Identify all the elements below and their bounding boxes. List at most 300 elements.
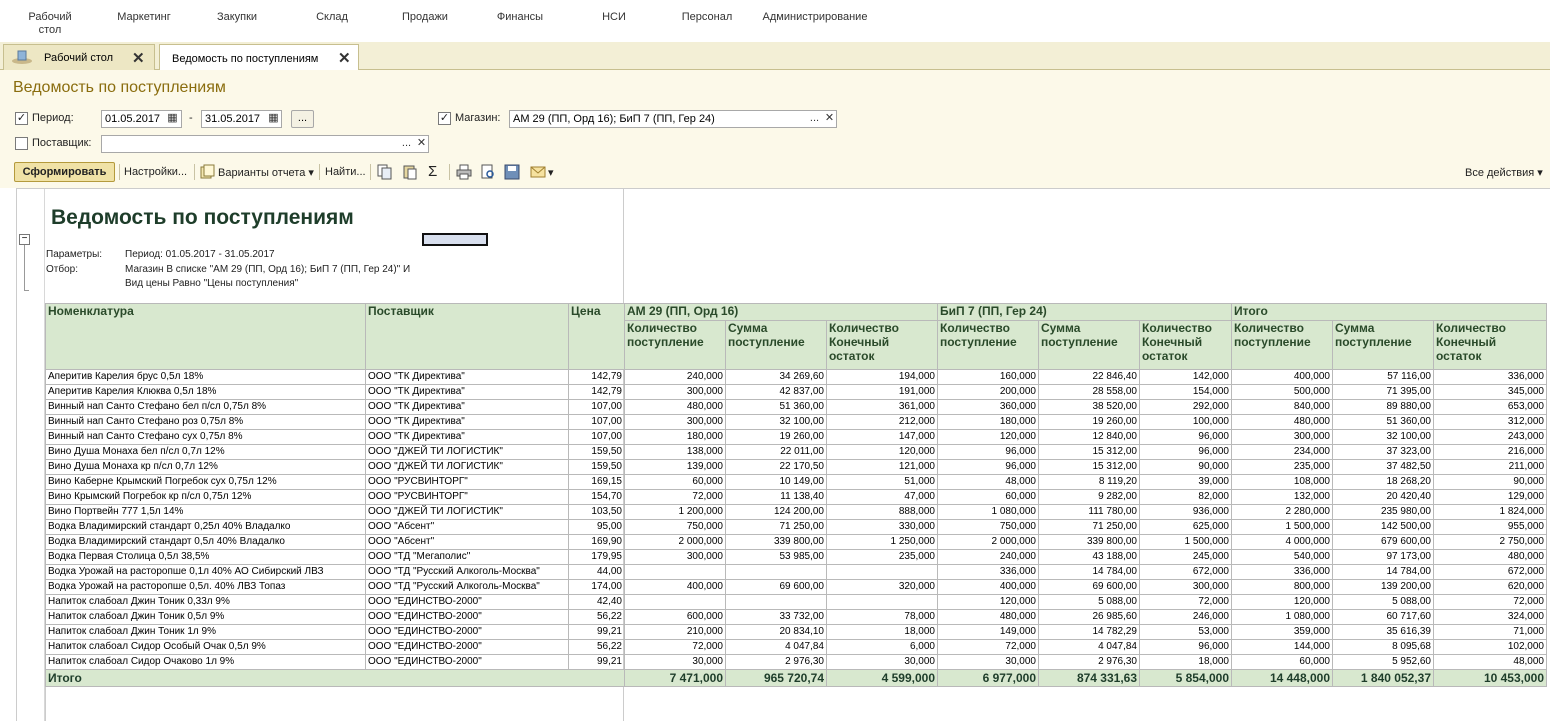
bip7-qty-cell[interactable]: 120,000	[938, 595, 1039, 610]
am29-sum-cell[interactable]	[726, 565, 827, 580]
total-qty-cell[interactable]: 1 080,000	[1232, 610, 1333, 625]
total-qty-cell[interactable]: 4 000,000	[1232, 535, 1333, 550]
total-qty-cell[interactable]: 300,000	[1232, 430, 1333, 445]
total-sum-cell[interactable]: 142 500,00	[1333, 520, 1434, 535]
am29-rest-cell[interactable]: 6,000	[827, 640, 938, 655]
table-row[interactable]	[46, 430, 1547, 445]
am29-sum-cell[interactable]: 19 260,00	[726, 430, 827, 445]
bip7-qty-cell[interactable]: 180,000	[938, 415, 1039, 430]
find-button[interactable]: Найти...	[325, 166, 366, 178]
table-row[interactable]	[46, 655, 1547, 670]
total-sum-cell[interactable]: 60 717,60	[1333, 610, 1434, 625]
totals-label[interactable]: Итого	[46, 670, 625, 687]
price-cell[interactable]: 169,90	[569, 535, 625, 550]
supplier-select-button[interactable]: ...	[401, 137, 412, 149]
total-qty-cell[interactable]: 840,000	[1232, 400, 1333, 415]
clear-icon[interactable]: ✕	[824, 112, 835, 124]
am29-qty-cell[interactable]: 750,000	[625, 520, 726, 535]
total-sum-cell[interactable]: 57 116,00	[1333, 370, 1434, 385]
menu-item-administration[interactable]: Администрирование	[762, 11, 868, 23]
totals-cell[interactable]: 7 471,000	[625, 670, 726, 687]
item-cell[interactable]: Водка Урожай на расторопше 0,1л 40% АО Сибирский ЛВЗ	[46, 565, 366, 580]
bip7-qty-cell[interactable]: 360,000	[938, 400, 1039, 415]
price-cell[interactable]: 44,00	[569, 565, 625, 580]
period-select-button[interactable]: ...	[291, 110, 314, 128]
supplier-checkbox[interactable]	[15, 137, 28, 150]
total-qty-cell[interactable]: 800,000	[1232, 580, 1333, 595]
item-cell[interactable]: Аперитив Карелия брус 0,5л 18%	[46, 370, 366, 385]
am29-rest-cell[interactable]: 147,000	[827, 430, 938, 445]
am29-sum-cell[interactable]: 22 170,50	[726, 460, 827, 475]
paste-icon[interactable]	[402, 164, 418, 180]
chevron-down-icon[interactable]: ▾	[548, 167, 554, 179]
total-qty-cell[interactable]: 336,000	[1232, 565, 1333, 580]
bip7-sum-cell[interactable]: 71 250,00	[1039, 520, 1140, 535]
price-cell[interactable]: 107,00	[569, 400, 625, 415]
header-item[interactable]: Номенклатура	[46, 304, 366, 370]
header-qty-receipt[interactable]: Количество поступление	[1232, 321, 1333, 370]
total-rest-cell[interactable]: 324,000	[1434, 610, 1547, 625]
am29-sum-cell[interactable]: 2 976,30	[726, 655, 827, 670]
header-total-group[interactable]: Итого	[1232, 304, 1547, 321]
table-row[interactable]	[46, 565, 1547, 580]
item-cell[interactable]: Водка Владимирский стандарт 0,5л 40% Владалко	[46, 535, 366, 550]
price-cell[interactable]: 169,15	[569, 475, 625, 490]
am29-qty-cell[interactable]: 72,000	[625, 490, 726, 505]
header-store-am29[interactable]: АМ 29 (ПП, Орд 16)	[625, 304, 938, 321]
supplier-cell[interactable]: ООО "ДЖЕЙ ТИ ЛОГИСТИК"	[366, 445, 569, 460]
bip7-qty-cell[interactable]: 60,000	[938, 490, 1039, 505]
total-qty-cell[interactable]: 1 500,000	[1232, 520, 1333, 535]
item-cell[interactable]: Винный нап Санто Стефано бел п/сл 0,75л 8%	[46, 400, 366, 415]
price-cell[interactable]: 107,00	[569, 430, 625, 445]
bip7-qty-cell[interactable]: 96,000	[938, 460, 1039, 475]
store-checkbox[interactable]: ✓	[439, 112, 450, 124]
total-qty-cell[interactable]: 132,000	[1232, 490, 1333, 505]
am29-rest-cell[interactable]: 120,000	[827, 445, 938, 460]
am29-rest-cell[interactable]: 1 250,000	[827, 535, 938, 550]
am29-qty-cell[interactable]: 400,000	[625, 580, 726, 595]
total-sum-cell[interactable]: 35 616,39	[1333, 625, 1434, 640]
bip7-qty-cell[interactable]: 240,000	[938, 550, 1039, 565]
menu-item-purchases[interactable]: Закупки	[216, 11, 258, 23]
total-rest-cell[interactable]: 90,000	[1434, 475, 1547, 490]
bip7-sum-cell[interactable]: 5 088,00	[1039, 595, 1140, 610]
totals-cell[interactable]: 10 453,000	[1434, 670, 1547, 687]
price-cell[interactable]: 103,50	[569, 505, 625, 520]
am29-qty-cell[interactable]	[625, 595, 726, 610]
menu-item-finance[interactable]: Финансы	[496, 11, 544, 23]
am29-qty-cell[interactable]: 138,000	[625, 445, 726, 460]
bip7-sum-cell[interactable]: 69 600,00	[1039, 580, 1140, 595]
price-cell[interactable]: 179,95	[569, 550, 625, 565]
am29-rest-cell[interactable]: 194,000	[827, 370, 938, 385]
menu-item-nsi[interactable]: НСИ	[602, 11, 626, 23]
bip7-sum-cell[interactable]: 43 188,00	[1039, 550, 1140, 565]
supplier-cell[interactable]: ООО "ТД "Мегаполис"	[366, 550, 569, 565]
bip7-qty-cell[interactable]: 160,000	[938, 370, 1039, 385]
bip7-sum-cell[interactable]: 15 312,00	[1039, 460, 1140, 475]
supplier-cell[interactable]: ООО "Абсент"	[366, 535, 569, 550]
table-row[interactable]	[46, 460, 1547, 475]
sum-icon[interactable]: Σ	[428, 163, 438, 180]
supplier-cell[interactable]: ООО "ТД "Русский Алкоголь-Москва"	[366, 565, 569, 580]
header-qty-end-balance[interactable]: Количество Конечный остаток	[827, 321, 938, 370]
supplier-cell[interactable]: ООО "ДЖЕЙ ТИ ЛОГИСТИК"	[366, 460, 569, 475]
bip7-qty-cell[interactable]: 336,000	[938, 565, 1039, 580]
table-row[interactable]	[46, 640, 1547, 655]
tab-receipts-report[interactable]	[159, 44, 359, 72]
am29-rest-cell[interactable]: 330,000	[827, 520, 938, 535]
total-rest-cell[interactable]: 72,000	[1434, 595, 1547, 610]
am29-rest-cell[interactable]: 212,000	[827, 415, 938, 430]
total-qty-cell[interactable]: 540,000	[1232, 550, 1333, 565]
header-sum-receipt[interactable]: Сумма поступление	[1039, 321, 1140, 370]
item-cell[interactable]: Напиток слабоал Джин Тоник 1л 9%	[46, 625, 366, 640]
supplier-cell[interactable]: ООО "ДЖЕЙ ТИ ЛОГИСТИК"	[366, 505, 569, 520]
total-qty-cell[interactable]: 400,000	[1232, 370, 1333, 385]
header-qty-receipt[interactable]: Количество поступление	[938, 321, 1039, 370]
am29-qty-cell[interactable]: 30,000	[625, 655, 726, 670]
bip7-sum-cell[interactable]: 19 260,00	[1039, 415, 1140, 430]
total-sum-cell[interactable]: 235 980,00	[1333, 505, 1434, 520]
price-cell[interactable]: 95,00	[569, 520, 625, 535]
bip7-rest-cell[interactable]: 18,000	[1140, 655, 1232, 670]
tab-desktop[interactable]	[3, 44, 155, 71]
am29-sum-cell[interactable]: 22 011,00	[726, 445, 827, 460]
clear-icon[interactable]: ✕	[416, 137, 427, 149]
bip7-sum-cell[interactable]: 111 780,00	[1039, 505, 1140, 520]
total-sum-cell[interactable]: 97 173,00	[1333, 550, 1434, 565]
table-row[interactable]	[46, 370, 1547, 385]
table-row[interactable]	[46, 535, 1547, 550]
total-sum-cell[interactable]: 14 784,00	[1333, 565, 1434, 580]
price-cell[interactable]: 159,50	[569, 445, 625, 460]
bip7-qty-cell[interactable]: 750,000	[938, 520, 1039, 535]
am29-sum-cell[interactable]: 124 200,00	[726, 505, 827, 520]
bip7-qty-cell[interactable]: 72,000	[938, 640, 1039, 655]
supplier-field[interactable]	[101, 135, 429, 153]
calendar-icon[interactable]: ▦	[167, 112, 178, 124]
bip7-rest-cell[interactable]: 53,000	[1140, 625, 1232, 640]
price-cell[interactable]: 42,40	[569, 595, 625, 610]
supplier-cell[interactable]: ООО "ТК Директива"	[366, 385, 569, 400]
bip7-qty-cell[interactable]: 2 000,000	[938, 535, 1039, 550]
generate-button[interactable]: Сформировать	[14, 162, 115, 182]
bip7-rest-cell[interactable]: 245,000	[1140, 550, 1232, 565]
total-rest-cell[interactable]: 216,000	[1434, 445, 1547, 460]
total-sum-cell[interactable]: 37 482,50	[1333, 460, 1434, 475]
all-actions-button[interactable]: Все действия ▾	[1465, 167, 1543, 179]
supplier-cell[interactable]: ООО "ТК Директива"	[366, 430, 569, 445]
am29-sum-cell[interactable]: 53 985,00	[726, 550, 827, 565]
bip7-qty-cell[interactable]: 200,000	[938, 385, 1039, 400]
supplier-cell[interactable]: ООО "ЕДИНСТВО-2000"	[366, 625, 569, 640]
total-rest-cell[interactable]: 672,000	[1434, 565, 1547, 580]
bip7-rest-cell[interactable]: 100,000	[1140, 415, 1232, 430]
total-rest-cell[interactable]: 211,000	[1434, 460, 1547, 475]
header-qty-end-balance[interactable]: Количество Конечный остаток	[1140, 321, 1232, 370]
am29-qty-cell[interactable]: 72,000	[625, 640, 726, 655]
total-rest-cell[interactable]: 620,000	[1434, 580, 1547, 595]
total-qty-cell[interactable]: 144,000	[1232, 640, 1333, 655]
copy-icon[interactable]	[377, 164, 393, 180]
table-row[interactable]	[46, 550, 1547, 565]
totals-cell[interactable]: 965 720,74	[726, 670, 827, 687]
total-rest-cell[interactable]: 345,000	[1434, 385, 1547, 400]
am29-rest-cell[interactable]: 191,000	[827, 385, 938, 400]
bip7-qty-cell[interactable]: 149,000	[938, 625, 1039, 640]
period-to-field[interactable]: 31.05.2017	[201, 110, 282, 128]
table-row[interactable]	[46, 385, 1547, 400]
total-rest-cell[interactable]: 312,000	[1434, 415, 1547, 430]
totals-cell[interactable]: 6 977,000	[938, 670, 1039, 687]
bip7-sum-cell[interactable]: 15 312,00	[1039, 445, 1140, 460]
am29-rest-cell[interactable]	[827, 595, 938, 610]
table-row[interactable]	[46, 580, 1547, 595]
totals-cell[interactable]: 4 599,000	[827, 670, 938, 687]
am29-rest-cell[interactable]: 30,000	[827, 655, 938, 670]
calendar-icon[interactable]: ▦	[268, 112, 279, 124]
bip7-qty-cell[interactable]: 400,000	[938, 580, 1039, 595]
am29-rest-cell[interactable]: 235,000	[827, 550, 938, 565]
total-sum-cell[interactable]: 32 100,00	[1333, 430, 1434, 445]
price-cell[interactable]: 174,00	[569, 580, 625, 595]
price-cell[interactable]: 159,50	[569, 460, 625, 475]
am29-sum-cell[interactable]: 33 732,00	[726, 610, 827, 625]
bip7-sum-cell[interactable]: 38 520,00	[1039, 400, 1140, 415]
total-sum-cell[interactable]: 71 395,00	[1333, 385, 1434, 400]
period-from-field[interactable]: 01.05.2017	[101, 110, 182, 128]
bip7-sum-cell[interactable]: 12 840,00	[1039, 430, 1140, 445]
bip7-rest-cell[interactable]: 154,000	[1140, 385, 1232, 400]
item-cell[interactable]: Вино Каберне Крымский Погребок сух 0,75л 12%	[46, 475, 366, 490]
am29-qty-cell[interactable]: 60,000	[625, 475, 726, 490]
header-supplier[interactable]: Поставщик	[366, 304, 569, 370]
am29-qty-cell[interactable]: 139,000	[625, 460, 726, 475]
mail-icon[interactable]	[530, 164, 546, 180]
am29-qty-cell[interactable]: 1 200,000	[625, 505, 726, 520]
total-rest-cell[interactable]: 48,000	[1434, 655, 1547, 670]
item-cell[interactable]: Вино Портвейн 777 1,5л 14%	[46, 505, 366, 520]
close-icon[interactable]: ✕	[338, 50, 351, 67]
am29-qty-cell[interactable]: 300,000	[625, 415, 726, 430]
item-cell[interactable]: Вино Крымский Погребок кр п/сл 0,75л 12%	[46, 490, 366, 505]
am29-sum-cell[interactable]	[726, 595, 827, 610]
close-icon[interactable]: ✕	[132, 50, 145, 67]
header-qty-end-balance[interactable]: Количество Конечный остаток	[1434, 321, 1547, 370]
total-rest-cell[interactable]: 1 824,000	[1434, 505, 1547, 520]
bip7-rest-cell[interactable]: 90,000	[1140, 460, 1232, 475]
am29-sum-cell[interactable]: 69 600,00	[726, 580, 827, 595]
supplier-cell[interactable]: ООО "ЕДИНСТВО-2000"	[366, 595, 569, 610]
am29-rest-cell[interactable]: 320,000	[827, 580, 938, 595]
supplier-cell[interactable]: ООО "РУСВИНТОРГ"	[366, 490, 569, 505]
bip7-rest-cell[interactable]: 96,000	[1140, 430, 1232, 445]
total-qty-cell[interactable]: 500,000	[1232, 385, 1333, 400]
print-icon[interactable]	[456, 164, 472, 180]
table-row[interactable]	[46, 520, 1547, 535]
table-row[interactable]	[46, 415, 1547, 430]
store-field[interactable]: АМ 29 (ПП, Орд 16); БиП 7 (ПП, Гер 24)	[509, 110, 837, 128]
bip7-rest-cell[interactable]: 96,000	[1140, 445, 1232, 460]
total-rest-cell[interactable]: 955,000	[1434, 520, 1547, 535]
bip7-sum-cell[interactable]: 14 784,00	[1039, 565, 1140, 580]
am29-qty-cell[interactable]: 210,000	[625, 625, 726, 640]
total-sum-cell[interactable]: 5 952,60	[1333, 655, 1434, 670]
save-icon[interactable]	[504, 164, 520, 180]
total-rest-cell[interactable]: 2 750,000	[1434, 535, 1547, 550]
bip7-sum-cell[interactable]: 8 119,20	[1039, 475, 1140, 490]
supplier-cell[interactable]: ООО "ТД "Русский Алкоголь-Москва"	[366, 580, 569, 595]
menu-item-marketing[interactable]: Маркетинг	[117, 11, 171, 23]
bip7-sum-cell[interactable]: 9 282,00	[1039, 490, 1140, 505]
am29-rest-cell[interactable]: 51,000	[827, 475, 938, 490]
item-cell[interactable]: Винный нап Санто Стефано роз 0,75л 8%	[46, 415, 366, 430]
bip7-rest-cell[interactable]: 625,000	[1140, 520, 1232, 535]
am29-sum-cell[interactable]: 20 834,10	[726, 625, 827, 640]
total-qty-cell[interactable]: 235,000	[1232, 460, 1333, 475]
totals-row[interactable]	[46, 670, 1547, 687]
total-qty-cell[interactable]: 108,000	[1232, 475, 1333, 490]
am29-sum-cell[interactable]: 51 360,00	[726, 400, 827, 415]
item-cell[interactable]: Вино Душа Монаха кр п/сл 0,7л 12%	[46, 460, 366, 475]
table-row[interactable]	[46, 610, 1547, 625]
total-rest-cell[interactable]: 129,000	[1434, 490, 1547, 505]
price-cell[interactable]: 154,70	[569, 490, 625, 505]
price-cell[interactable]: 99,21	[569, 655, 625, 670]
table-row[interactable]	[46, 445, 1547, 460]
header-price[interactable]: Цена	[569, 304, 625, 370]
table-row[interactable]	[46, 475, 1547, 490]
price-cell[interactable]: 56,22	[569, 640, 625, 655]
item-cell[interactable]: Напиток слабоал Сидор Особый Очак 0,5л 9%	[46, 640, 366, 655]
total-sum-cell[interactable]: 8 095,68	[1333, 640, 1434, 655]
total-qty-cell[interactable]: 120,000	[1232, 595, 1333, 610]
bip7-rest-cell[interactable]: 1 500,000	[1140, 535, 1232, 550]
total-rest-cell[interactable]: 71,000	[1434, 625, 1547, 640]
selected-cell-marker[interactable]	[422, 233, 488, 246]
am29-qty-cell[interactable]: 240,000	[625, 370, 726, 385]
bip7-qty-cell[interactable]: 48,000	[938, 475, 1039, 490]
bip7-rest-cell[interactable]: 72,000	[1140, 595, 1232, 610]
table-row[interactable]	[46, 400, 1547, 415]
total-qty-cell[interactable]: 2 280,000	[1232, 505, 1333, 520]
total-qty-cell[interactable]: 60,000	[1232, 655, 1333, 670]
am29-sum-cell[interactable]: 34 269,60	[726, 370, 827, 385]
totals-cell[interactable]: 1 840 052,37	[1333, 670, 1434, 687]
total-rest-cell[interactable]: 336,000	[1434, 370, 1547, 385]
supplier-cell[interactable]: ООО "ТК Директива"	[366, 415, 569, 430]
header-qty-receipt[interactable]: Количество поступление	[625, 321, 726, 370]
am29-qty-cell[interactable]: 180,000	[625, 430, 726, 445]
bip7-rest-cell[interactable]: 246,000	[1140, 610, 1232, 625]
period-checkbox[interactable]: ✓	[16, 112, 27, 124]
header-sum-receipt[interactable]: Сумма поступление	[726, 321, 827, 370]
item-cell[interactable]: Водка Урожай на расторопше 0,5л. 40% ЛВЗ Топаз	[46, 580, 366, 595]
am29-sum-cell[interactable]: 42 837,00	[726, 385, 827, 400]
table-row[interactable]	[46, 490, 1547, 505]
bip7-qty-cell[interactable]: 480,000	[938, 610, 1039, 625]
total-sum-cell[interactable]: 51 360,00	[1333, 415, 1434, 430]
price-cell[interactable]: 142,79	[569, 385, 625, 400]
total-rest-cell[interactable]: 243,000	[1434, 430, 1547, 445]
am29-sum-cell[interactable]: 32 100,00	[726, 415, 827, 430]
print-preview-icon[interactable]	[480, 164, 496, 180]
supplier-cell[interactable]: ООО "РУСВИНТОРГ"	[366, 475, 569, 490]
am29-qty-cell[interactable]	[625, 565, 726, 580]
am29-rest-cell[interactable]: 18,000	[827, 625, 938, 640]
total-rest-cell[interactable]: 653,000	[1434, 400, 1547, 415]
bip7-rest-cell[interactable]: 96,000	[1140, 640, 1232, 655]
price-cell[interactable]: 107,00	[569, 415, 625, 430]
total-rest-cell[interactable]: 480,000	[1434, 550, 1547, 565]
total-sum-cell[interactable]: 37 323,00	[1333, 445, 1434, 460]
bip7-sum-cell[interactable]: 339 800,00	[1039, 535, 1140, 550]
table-row[interactable]	[46, 595, 1547, 610]
item-cell[interactable]: Напиток слабоал Джин Тоник 0,33л 9%	[46, 595, 366, 610]
menu-item-desktop[interactable]: Рабочий стол	[28, 11, 72, 36]
menu-item-sales[interactable]: Продажи	[402, 11, 448, 23]
total-sum-cell[interactable]: 5 088,00	[1333, 595, 1434, 610]
header-store-bip7[interactable]: БиП 7 (ПП, Гер 24)	[938, 304, 1232, 321]
am29-sum-cell[interactable]: 4 047,84	[726, 640, 827, 655]
am29-qty-cell[interactable]: 2 000,000	[625, 535, 726, 550]
price-cell[interactable]: 99,21	[569, 625, 625, 640]
supplier-cell[interactable]: ООО "ТК Директива"	[366, 370, 569, 385]
header-sum-receipt[interactable]: Сумма поступление	[1333, 321, 1434, 370]
supplier-cell[interactable]: ООО "ЕДИНСТВО-2000"	[366, 655, 569, 670]
am29-sum-cell[interactable]: 71 250,00	[726, 520, 827, 535]
item-cell[interactable]: Водка Владимирский стандарт 0,25л 40% Владалко	[46, 520, 366, 535]
item-cell[interactable]: Вино Душа Монаха бел п/сл 0,7л 12%	[46, 445, 366, 460]
item-cell[interactable]: Напиток слабоал Сидор Очаково 1л 9%	[46, 655, 366, 670]
total-sum-cell[interactable]: 139 200,00	[1333, 580, 1434, 595]
am29-rest-cell[interactable]: 888,000	[827, 505, 938, 520]
bip7-rest-cell[interactable]: 300,000	[1140, 580, 1232, 595]
am29-qty-cell[interactable]: 600,000	[625, 610, 726, 625]
bip7-qty-cell[interactable]: 96,000	[938, 445, 1039, 460]
total-sum-cell[interactable]: 89 880,00	[1333, 400, 1434, 415]
table-row[interactable]	[46, 625, 1547, 640]
menu-item-personnel[interactable]: Персонал	[681, 11, 733, 23]
collapse-icon[interactable]: −	[19, 234, 30, 245]
store-select-button[interactable]: ...	[809, 112, 820, 124]
item-cell[interactable]: Винный нап Санто Стефано сух 0,75л 8%	[46, 430, 366, 445]
total-sum-cell[interactable]: 18 268,20	[1333, 475, 1434, 490]
total-sum-cell[interactable]: 20 420,40	[1333, 490, 1434, 505]
bip7-rest-cell[interactable]: 672,000	[1140, 565, 1232, 580]
price-cell[interactable]: 56,22	[569, 610, 625, 625]
totals-cell[interactable]: 5 854,000	[1140, 670, 1232, 687]
bip7-qty-cell[interactable]: 1 080,000	[938, 505, 1039, 520]
total-qty-cell[interactable]: 359,000	[1232, 625, 1333, 640]
am29-rest-cell[interactable]: 121,000	[827, 460, 938, 475]
table-row[interactable]	[46, 505, 1547, 520]
bip7-sum-cell[interactable]: 14 782,29	[1039, 625, 1140, 640]
totals-cell[interactable]: 874 331,63	[1039, 670, 1140, 687]
am29-sum-cell[interactable]: 10 149,00	[726, 475, 827, 490]
total-qty-cell[interactable]: 234,000	[1232, 445, 1333, 460]
bip7-sum-cell[interactable]: 22 846,40	[1039, 370, 1140, 385]
bip7-rest-cell[interactable]: 142,000	[1140, 370, 1232, 385]
bip7-rest-cell[interactable]: 82,000	[1140, 490, 1232, 505]
bip7-sum-cell[interactable]: 4 047,84	[1039, 640, 1140, 655]
supplier-cell[interactable]: ООО "Абсент"	[366, 520, 569, 535]
item-cell[interactable]: Напиток слабоал Джин Тоник 0,5л 9%	[46, 610, 366, 625]
bip7-sum-cell[interactable]: 26 985,60	[1039, 610, 1140, 625]
supplier-cell[interactable]: ООО "ЕДИНСТВО-2000"	[366, 610, 569, 625]
